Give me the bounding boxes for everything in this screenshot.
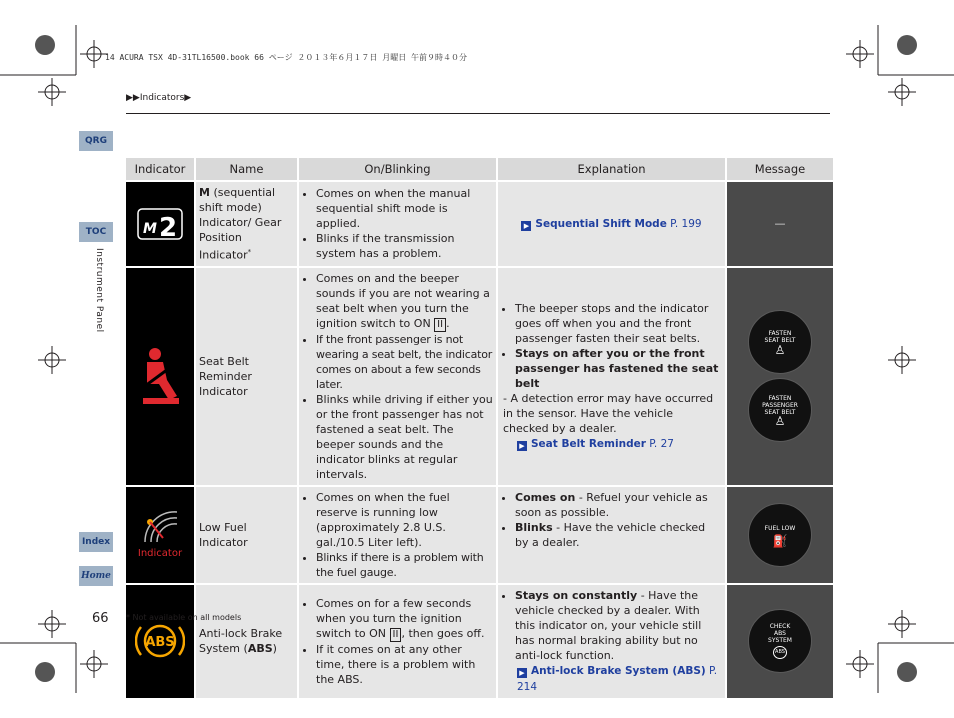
fasten-seat-belt-message: FASTEN SEAT BELT ♙ xyxy=(748,310,812,374)
on-blinking-cell xyxy=(299,182,496,266)
list-item: • Comes on - Refuel your vehicle as soon as possible. xyxy=(515,490,722,520)
home-tab[interactable]: Home xyxy=(79,566,113,586)
explanation-cell xyxy=(498,487,725,583)
list-item: • If it comes on at any other time, there is a problem with the ABS. xyxy=(316,642,493,687)
on-blinking-cell xyxy=(299,268,496,485)
table-row xyxy=(126,182,833,266)
footnote: * Not available on all models xyxy=(126,613,242,622)
list-item: • Blinks if the transmission system has a problem. xyxy=(316,231,493,261)
explanation-cell xyxy=(498,585,725,698)
on-blinking-cell xyxy=(299,487,496,583)
header-rule xyxy=(126,113,830,114)
fuel-pump-icon: ⛽ xyxy=(772,533,788,548)
footnote-star: * xyxy=(247,248,252,256)
seat-belt-icon xyxy=(135,346,185,406)
col-message: Message xyxy=(727,158,833,180)
ignition-key-box: II xyxy=(434,318,446,332)
list-item: • The beeper stops and the indicator goes off when you and the front passenger fasten their seat belts. xyxy=(515,301,722,346)
list-item: • Blinks - Have the vehicle checked by a dealer. xyxy=(515,520,722,550)
list-item: • If the front passenger is not wearing a seat belt, the indicator comes on about a few seconds later. xyxy=(316,332,493,392)
fuel-low-message: FUEL LOW ⛽ xyxy=(748,503,812,567)
name-cell xyxy=(196,182,297,266)
list-item: • Stays on constantly - Have the vehicle checked by a dealer. With this indicator on, your vehicle still has normal braking ability but no anti-lock function. xyxy=(515,588,722,663)
xref-page: P. 199 xyxy=(666,217,702,230)
name-cell: Low Fuel Indicator xyxy=(196,487,297,583)
page-number: 66 xyxy=(92,611,109,626)
svg-text:ABS: ABS xyxy=(145,635,175,651)
message-cell xyxy=(727,268,833,485)
indicator-cell xyxy=(126,268,194,485)
name-text: (sequential shift mode) Indicator/ Gear Position Indicator xyxy=(199,186,282,262)
col-name: Name xyxy=(196,158,297,180)
table-row xyxy=(126,268,833,485)
table-header-row xyxy=(126,158,833,180)
indicator-caption: Indicator xyxy=(137,548,183,560)
table-row xyxy=(126,487,833,583)
svg-text:M: M xyxy=(143,220,157,237)
svg-text:2: 2 xyxy=(159,212,178,240)
qrg-tab[interactable]: QRG xyxy=(79,131,113,151)
section-label: Instrument Panel xyxy=(94,248,104,333)
ignition-key-box: II xyxy=(390,628,402,642)
print-info: 14 ACURA TSX 4D-31TL16500.book 66 ページ ２０１３年６月１７日 月曜日 午前９時４０分 xyxy=(105,53,468,62)
name-bold: M xyxy=(199,186,210,199)
seat-belt-small-icon: ♙ xyxy=(774,343,786,358)
xref-link[interactable]: ▶ Seat Belt Reminder P. 27 xyxy=(517,438,674,450)
list-item: • Blinks if there is a problem with the fuel gauge. xyxy=(316,550,493,580)
name-cell: Anti-lock Brake System (ABS) xyxy=(196,585,297,698)
list-item: • Blinks while driving if either you or the front passenger has not fastened a seat belt. The beeper sounds and the indicator blinks at regular intervals. xyxy=(316,392,493,482)
explanation-cell xyxy=(498,182,725,266)
explanation-detail: - A detection error may have occurred in the sensor. Have the vehicle checked by a dealer. xyxy=(503,391,714,435)
explanation-cell xyxy=(498,268,725,485)
xref-link[interactable]: ▶ Anti-lock Brake System (ABS) P. 214 xyxy=(517,664,718,693)
xref-link[interactable] xyxy=(521,218,701,230)
col-on-blinking: On/Blinking xyxy=(299,158,496,180)
name-cell: Seat Belt Reminder Indicator xyxy=(196,268,297,485)
fuel-gauge-icon xyxy=(137,508,183,544)
list-item: • Comes on when the fuel reserve is running low (approximately 2.8 U.S. gal./10.5 Liter left). xyxy=(316,490,493,550)
m2-gear-icon xyxy=(137,208,183,240)
link-arrow-icon: ▶ xyxy=(521,221,531,231)
on-blinking-cell xyxy=(299,585,496,698)
table-row xyxy=(126,585,833,698)
link-arrow-icon: ▶ xyxy=(517,441,527,451)
message-cell xyxy=(727,487,833,583)
message-cell xyxy=(727,585,833,698)
list-item: • Comes on for a few seconds when you turn the ignition switch to ON II , then goes off. xyxy=(316,596,493,642)
abs-small-icon: ABS xyxy=(773,646,787,659)
xref-text: Sequential Shift Mode xyxy=(535,217,667,230)
index-tab[interactable]: Index xyxy=(79,532,113,552)
check-abs-system-message: CHECK ABS SYSTEM ABS xyxy=(748,609,812,673)
list-item: • Comes on and the beeper sounds if you are not wearing a seat belt when you turn the ignition switch to ON II . xyxy=(316,271,493,332)
indicator-cell xyxy=(126,585,194,698)
indicator-cell xyxy=(126,182,194,266)
abs-icon xyxy=(135,621,185,661)
col-indicator: Indicator xyxy=(126,158,194,180)
toc-tab[interactable]: TOC xyxy=(79,222,113,242)
message-cell: — xyxy=(727,182,833,266)
col-explanation: Explanation xyxy=(498,158,725,180)
breadcrumb[interactable]: ▶▶Indicators▶ xyxy=(126,93,192,103)
list-item: • Stays on after you or the front passenger has fastened the seat belt xyxy=(515,346,722,391)
list-item: • Comes on when the manual sequential shift mode is applied. xyxy=(316,186,493,231)
fasten-passenger-seat-belt-message: FASTEN PASSENGER SEAT BELT ♙ xyxy=(748,378,812,442)
link-arrow-icon: ▶ xyxy=(517,668,527,678)
seat-belt-small-icon: ♙ xyxy=(774,414,786,429)
indicator-cell xyxy=(126,487,194,583)
